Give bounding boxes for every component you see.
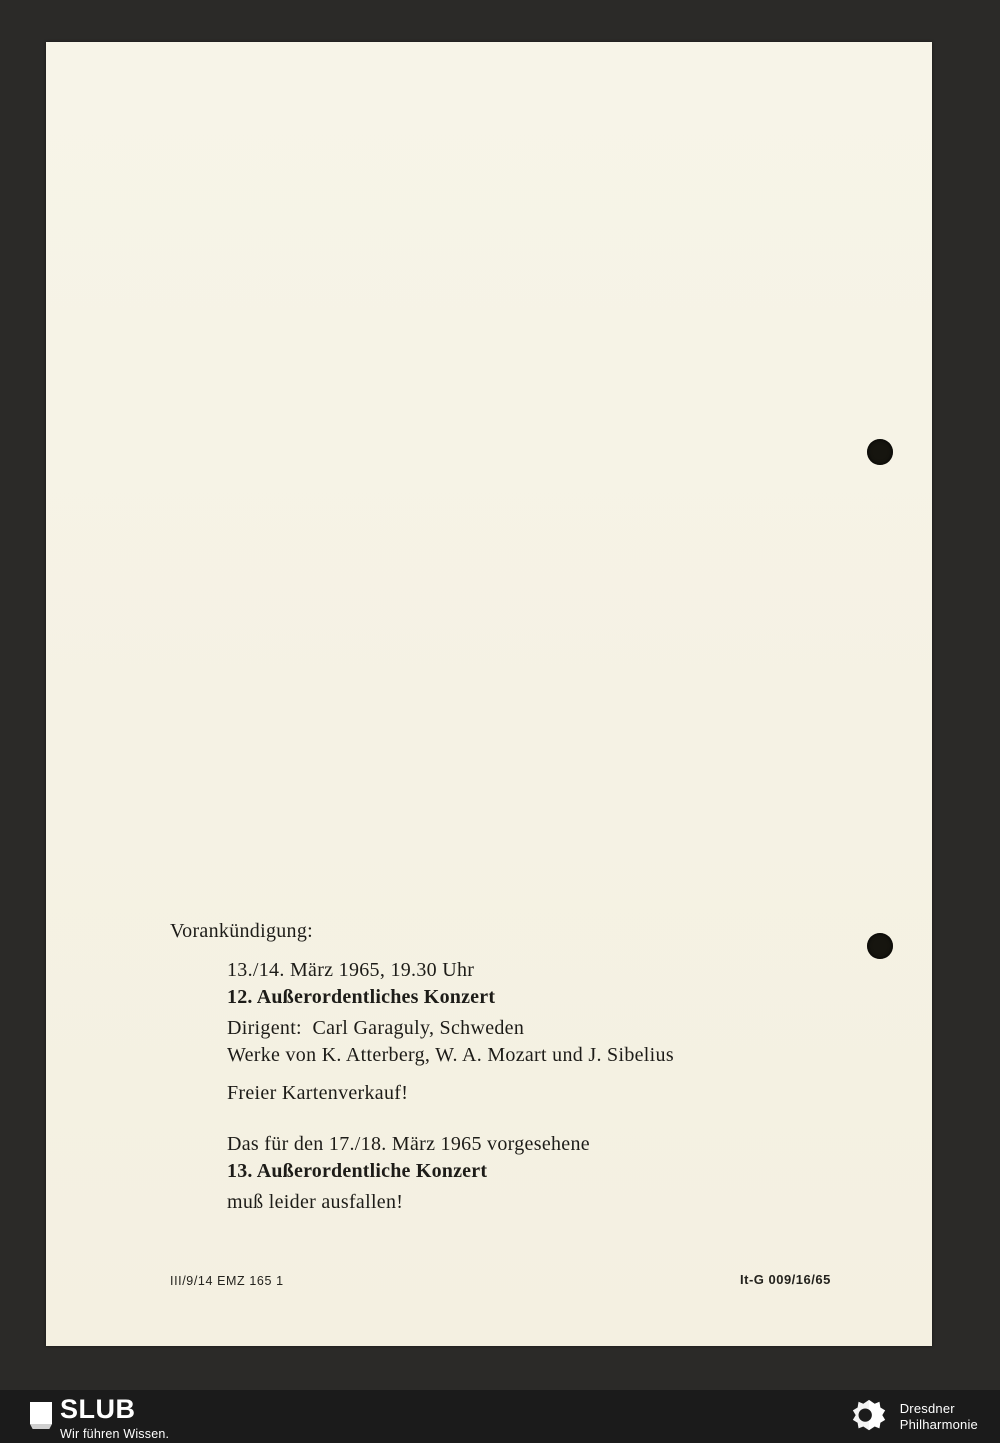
philharmonie-logo-icon: [850, 1398, 888, 1436]
concert-works: Werke von K. Atterberg, W. A. Mozart und J. Sibelius: [227, 1044, 674, 1066]
philharmonie-line-2: Philharmonie: [899, 1417, 978, 1432]
concert-title: 12. Außerordentliches Konzert: [227, 986, 496, 1008]
punch-hole-bottom: [867, 933, 893, 959]
punch-hole-top: [867, 439, 893, 465]
preannouncement-label: Vorankündigung:: [170, 920, 314, 942]
philharmonie-line-1: Dresdner: [899, 1401, 955, 1416]
show-through-text-block-3: [166, 692, 390, 784]
show-through-text-block-2: [166, 422, 378, 468]
dresdner-philharmonie-branding[interactable]: [850, 1398, 978, 1436]
printing-code-left: III/9/14 EMZ 165 1: [170, 1274, 284, 1288]
viewer-footer-bar: [0, 1390, 1000, 1443]
page-surface: [46, 42, 932, 1346]
cancellation-intro: Das für den 17./18. März 1965 vorgesehene: [227, 1133, 590, 1155]
slub-subtitle: Wir führen Wissen.: [60, 1427, 170, 1441]
announcement-text-block: [170, 918, 810, 1216]
cancelled-concert-title: 13. Außerordentliche Konzert: [227, 1160, 488, 1182]
cancellation-note: muß leider ausfallen!: [227, 1191, 404, 1213]
document-page: [46, 42, 932, 1346]
concert-date-time: 13./14. März 1965, 19.30 Uhr: [227, 959, 475, 981]
slub-logo-icon: [30, 1402, 52, 1424]
slub-title: SLUB: [60, 1394, 136, 1424]
show-through-text-block-1: [176, 152, 384, 221]
printing-code-right: It-G 009/16/65: [740, 1272, 831, 1287]
ticket-sale-note: Freier Kartenverkauf!: [227, 1082, 409, 1104]
concert-conductor: Dirigent: Carl Garaguly, Schweden: [227, 1017, 525, 1039]
slub-branding[interactable]: [30, 1396, 169, 1441]
